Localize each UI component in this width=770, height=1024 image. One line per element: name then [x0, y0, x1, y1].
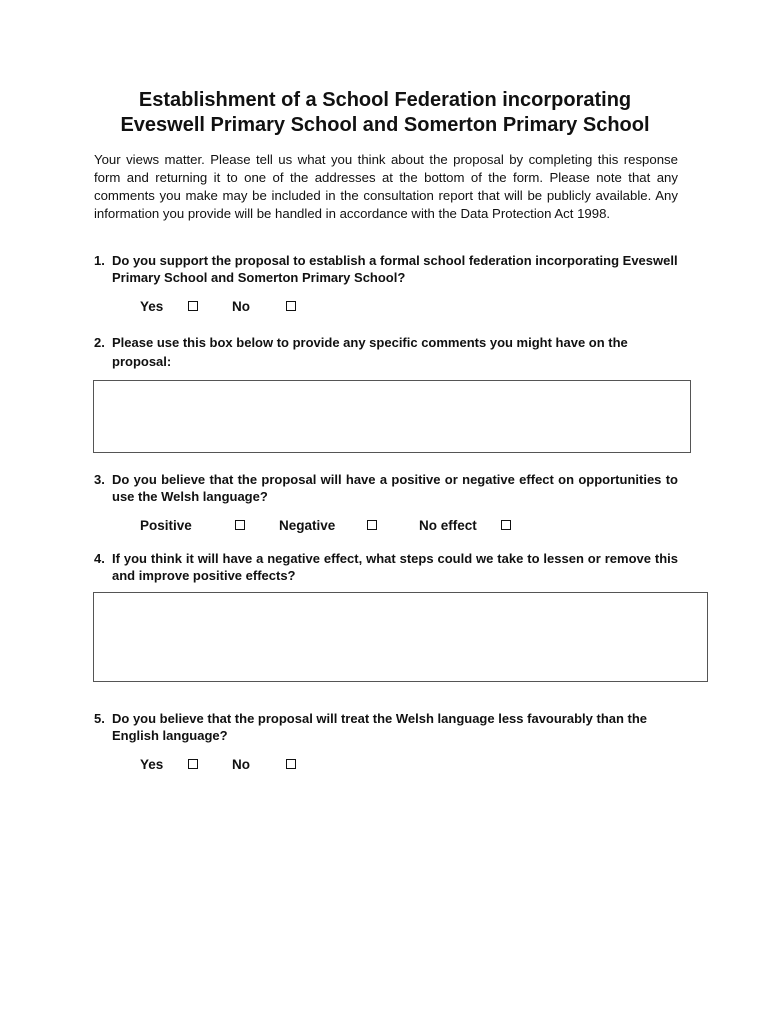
question-1 — [94, 252, 678, 286]
question-5-options — [0, 757, 770, 777]
question-2-text: Please use this box below to provide any specific comments you might have on the proposal: — [112, 335, 628, 369]
question-5-text: Do you believe that the proposal will treat the Welsh language less favourably than the English language? — [112, 711, 648, 743]
question-3 — [94, 471, 678, 505]
question-2 — [94, 333, 678, 371]
form-title-line-1: Establishment of a School Federation incorporating — [138, 89, 632, 111]
option-positive-label: Positive — [140, 518, 192, 533]
form-title — [94, 88, 676, 138]
question-5-number: 5. — [94, 711, 105, 726]
question-3-number: 3. — [94, 472, 105, 487]
option-no-label: No — [232, 299, 250, 314]
comments-textbox[interactable] — [93, 380, 691, 453]
option-positive-checkbox[interactable] — [235, 520, 245, 530]
option-yes-label: Yes — [140, 757, 164, 772]
option-no-checkbox[interactable] — [286, 759, 296, 769]
question-4-text: If you think it will have a negative effect, what steps could we take to lessen or remove this and improve positive effects? — [112, 551, 678, 583]
question-1-text: Do you support the proposal to establish a formal school federation incorporating Eveswell Primary School and Somerton Primary School? — [112, 253, 678, 285]
question-4-number: 4. — [94, 551, 105, 566]
mitigation-steps-textbox[interactable] — [93, 592, 708, 682]
question-5 — [94, 710, 678, 744]
question-3-options — [0, 518, 770, 538]
option-no-label: No — [232, 757, 250, 772]
option-no-effect-label: No effect — [419, 518, 477, 533]
intro-paragraph: Your views matter. Please tell us what you think about the proposal by completing this response form and returning it to one of the addresses at the bottom of the form. Please note that any comments you make may be included in the consultation report that will be publicly available. Any information you provide will be handled in accordance with the Data Protection Act 1998. — [94, 152, 678, 221]
option-yes-checkbox[interactable] — [188, 759, 198, 769]
question-1-options — [0, 299, 770, 319]
form-title-line-2: Eveswell Primary School and Somerton Primary School — [120, 114, 650, 136]
option-yes-label: Yes — [140, 299, 164, 314]
question-2-number: 2. — [94, 335, 105, 350]
option-no-effect-checkbox[interactable] — [501, 520, 511, 530]
option-negative-checkbox[interactable] — [367, 520, 377, 530]
option-yes-checkbox[interactable] — [188, 301, 198, 311]
option-no-checkbox[interactable] — [286, 301, 296, 311]
question-3-text: Do you believe that the proposal will have a positive or negative effect on opportunities to use the Welsh language? — [112, 472, 678, 504]
question-4 — [94, 550, 678, 584]
question-1-number: 1. — [94, 253, 105, 268]
option-negative-label: Negative — [279, 518, 336, 533]
